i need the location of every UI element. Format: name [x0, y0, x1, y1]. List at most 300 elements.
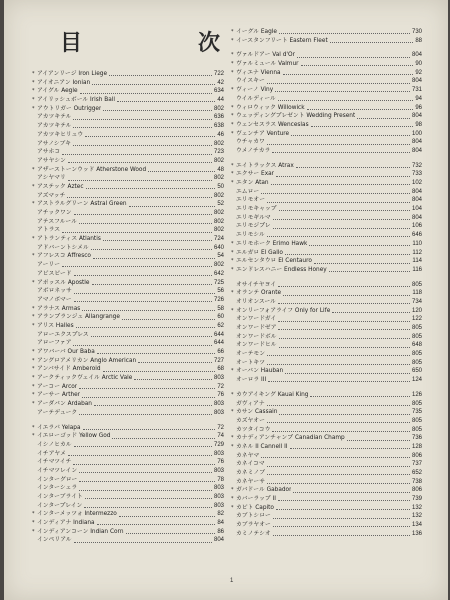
entry-title: イエローゴッド Yellow God — [37, 433, 111, 440]
star-mark: * — [231, 69, 234, 76]
leader-dots — [310, 395, 410, 397]
leader-dots — [82, 309, 215, 311]
entry-page-number: 102 — [411, 180, 422, 186]
entry-page-number: 134 — [411, 522, 422, 529]
entry-page-number: 104 — [411, 206, 422, 213]
leader-dots — [92, 283, 212, 285]
entry-title: エルセンタウロ El Centauro — [236, 258, 312, 265]
entry-page-number: 84 — [217, 520, 224, 527]
leader-dots — [73, 144, 212, 146]
entry-title: カバーラップ II — [236, 496, 276, 503]
index-entry — [32, 322, 224, 331]
page-title — [60, 26, 220, 56]
index-entry — [231, 214, 422, 223]
star-mark: * — [32, 375, 35, 382]
index-entry — [231, 315, 422, 324]
star-mark: * — [231, 87, 234, 94]
leader-dots — [291, 134, 410, 136]
entry-page-number: 730 — [411, 29, 422, 35]
entry-title: アチックワン — [37, 210, 72, 216]
entry-title: イチマツレイン — [37, 467, 78, 474]
entry-page-number: 640 — [213, 244, 224, 251]
index-entry — [32, 244, 224, 253]
leader-dots — [76, 326, 216, 328]
index-entry — [32, 502, 224, 511]
index-entry — [231, 495, 422, 504]
leader-dots — [109, 74, 212, 76]
entry-page-number: 803 — [213, 375, 224, 382]
index-entry — [32, 432, 224, 441]
leader-dots — [278, 499, 410, 501]
index-entry — [32, 279, 224, 288]
index-entry — [231, 121, 422, 130]
index-entry — [231, 307, 422, 316]
entry-title: アーダバン Ardaban — [37, 401, 92, 408]
index-entry — [231, 77, 422, 86]
leader-dots — [285, 253, 410, 255]
leader-dots — [68, 454, 212, 456]
entry-page-number: 46 — [217, 131, 224, 138]
index-entry — [231, 530, 422, 539]
entry-page-number: 804 — [411, 188, 422, 195]
entry-page-number: 729 — [213, 441, 224, 448]
entry-title: オーテモン — [236, 351, 265, 358]
index-page — [4, 0, 448, 600]
entry-title: アサホコ — [37, 149, 61, 156]
entry-title: ウェンセスラス Wenceslas — [236, 121, 309, 128]
leader-dots — [73, 463, 215, 465]
leader-dots — [267, 421, 410, 423]
leader-dots — [82, 396, 215, 398]
leader-dots — [267, 404, 410, 406]
index-entry — [32, 96, 224, 105]
entry-page-number: 136 — [411, 530, 422, 537]
index-entry — [231, 130, 422, 139]
star-mark: * — [32, 88, 35, 95]
index-entry — [231, 417, 422, 426]
leader-dots — [275, 90, 410, 92]
entry-title: エリモジプレ — [236, 223, 271, 230]
leader-dots — [79, 413, 212, 415]
index-entry — [32, 476, 224, 485]
entry-page-number: 128 — [411, 443, 422, 450]
entry-page-number: 636 — [213, 114, 224, 121]
index-entry — [32, 166, 224, 175]
star-mark: * — [32, 322, 35, 329]
entry-page-number: 76 — [217, 459, 224, 466]
star-mark: * — [231, 443, 234, 450]
entry-title: アローファア — [37, 340, 72, 347]
star-mark: * — [231, 121, 234, 128]
entry-page-number: 634 — [213, 88, 224, 95]
index-entry — [231, 434, 422, 443]
entry-title: ガヴィアナ — [236, 400, 265, 407]
star-mark: * — [32, 97, 35, 104]
star-mark: * — [231, 61, 234, 68]
index-entry — [231, 400, 422, 409]
leader-dots — [122, 318, 215, 320]
title-char-2: 次 — [197, 30, 220, 56]
entry-page-number: 66 — [217, 349, 224, 355]
entry-title: カピト Capito — [236, 504, 274, 511]
leader-dots — [74, 292, 216, 294]
leader-dots — [62, 231, 212, 233]
leader-dots — [97, 352, 216, 354]
entry-title: エルガロ El Gallo — [236, 249, 283, 256]
entry-title: オーバン Hauban — [236, 368, 284, 375]
index-entry — [32, 339, 224, 348]
entry-page-number: 722 — [213, 71, 224, 77]
index-entry — [32, 467, 224, 476]
leader-dots — [332, 311, 410, 313]
leader-dots — [267, 465, 410, 467]
entry-page-number: 804 — [411, 147, 422, 154]
entry-page-number: 44 — [217, 97, 224, 104]
leader-dots — [357, 117, 410, 119]
leader-dots — [67, 196, 212, 198]
leader-dots — [103, 370, 216, 372]
leader-dots — [279, 337, 410, 339]
index-entry — [231, 426, 422, 435]
entry-page-number: 96 — [415, 104, 422, 111]
star-mark: * — [231, 249, 234, 256]
entry-page-number: 805 — [411, 281, 422, 288]
star-mark: * — [231, 496, 234, 503]
leader-dots — [261, 456, 410, 458]
index-entry — [231, 257, 422, 266]
entry-page-number: 739 — [411, 496, 422, 503]
index-entry — [231, 37, 422, 46]
leader-dots — [74, 213, 212, 215]
entry-page-number: 802 — [213, 227, 224, 234]
entry-title: カネル II Cannell II — [236, 443, 288, 450]
entry-page-number: 94 — [415, 95, 422, 102]
entry-title: エリモギルマ — [236, 214, 271, 221]
star-mark: * — [231, 162, 234, 169]
index-entry — [231, 521, 422, 530]
leader-dots — [85, 135, 215, 137]
entry-page-number: 727 — [213, 357, 224, 364]
leader-dots — [62, 153, 212, 155]
leader-dots — [271, 183, 410, 185]
entry-page-number: 112 — [412, 249, 422, 256]
entry-title: インディアナ Indiana — [37, 520, 95, 527]
index-entry — [32, 192, 224, 201]
entry-page-number: 86 — [217, 528, 224, 535]
index-entry — [32, 357, 224, 366]
entry-title: オンワードゼア — [236, 325, 277, 331]
index-entry — [231, 231, 422, 240]
entry-title: アテスフルール — [37, 218, 77, 225]
star-mark: * — [32, 424, 35, 431]
leader-dots — [267, 235, 410, 237]
entry-title: カウアイキング Kauai King — [236, 391, 309, 398]
star-mark: * — [32, 105, 35, 112]
entry-title: アカツキヒリュウ — [37, 131, 84, 138]
leader-dots — [314, 262, 411, 264]
index-entry — [32, 305, 224, 314]
entry-title: アザーストーンウッド Atherstone Wood — [37, 166, 147, 173]
index-entry — [32, 331, 224, 340]
leader-dots — [293, 491, 410, 493]
index-entry — [32, 528, 224, 537]
index-entry — [231, 104, 422, 113]
entry-title: アイグル Aegle — [37, 88, 78, 95]
leader-dots — [279, 346, 410, 348]
entry-page-number: 803 — [213, 485, 224, 492]
leader-dots — [94, 404, 212, 406]
leader-dots — [73, 118, 212, 120]
entry-title: エタン Atan — [236, 180, 269, 186]
leader-dots — [62, 265, 212, 267]
index-entry — [32, 131, 224, 140]
leader-dots — [267, 482, 410, 484]
leader-dots — [276, 508, 410, 510]
index-entry — [231, 188, 422, 197]
index-entry — [231, 240, 422, 249]
star-mark: * — [231, 113, 234, 120]
leader-dots — [74, 274, 212, 276]
leader-dots — [126, 532, 216, 534]
entry-page-number: 805 — [411, 359, 422, 366]
entry-page-number: 803 — [213, 450, 224, 457]
index-entry — [32, 105, 224, 114]
leader-dots — [283, 294, 410, 296]
entry-title: アーリー — [37, 262, 61, 269]
index-entry — [231, 486, 422, 495]
entry-title: イーグル Eagle — [236, 29, 277, 35]
entry-page-number: 803 — [213, 502, 224, 509]
entry-page-number: 733 — [411, 171, 422, 178]
star-mark: * — [32, 433, 35, 440]
leader-dots — [91, 335, 212, 337]
entry-title: アングロアメリカン Anglo American — [37, 357, 137, 364]
entry-page-number: 88 — [415, 37, 422, 44]
entry-title: アイオニアン Ionian — [37, 79, 91, 86]
star-mark: * — [32, 236, 35, 243]
leader-dots — [311, 125, 414, 127]
leader-dots — [330, 41, 414, 43]
entry-title: ウィロウィック Willowick — [236, 104, 305, 111]
entry-title: アフレスコ Affresco — [37, 253, 91, 260]
entry-title: アズマッチ — [37, 192, 66, 199]
leader-dots — [279, 209, 410, 211]
entry-title: ヴィエナ Vienna — [236, 69, 281, 76]
entry-page-number: 805 — [411, 417, 422, 424]
entry-page-number: 76 — [217, 392, 224, 399]
leader-dots — [91, 248, 212, 250]
star-mark: * — [231, 171, 234, 178]
leader-dots — [148, 170, 215, 172]
entry-page-number: 92 — [415, 69, 422, 76]
leader-dots — [112, 437, 215, 439]
index-entry — [32, 148, 224, 157]
leader-dots — [276, 175, 410, 177]
entry-title: オリオンスール — [236, 298, 276, 305]
entry-page-number: 803 — [213, 409, 224, 416]
entry-page-number: 802 — [213, 218, 224, 225]
entry-page-number: 648 — [411, 342, 422, 349]
entry-title: イースタンフリート Eastern Fleet — [236, 37, 328, 44]
star-mark: * — [32, 520, 35, 527]
entry-title: アリス Halles — [37, 322, 74, 329]
entry-page-number: 723 — [213, 149, 224, 156]
index-entry — [231, 289, 422, 298]
entry-page-number: 805 — [411, 325, 422, 331]
entry-title: イチマツイチ — [37, 459, 72, 466]
index-entry — [32, 87, 224, 96]
entry-title: アポッスル Apostle — [37, 279, 90, 286]
entry-page-number: 803 — [213, 494, 224, 500]
leader-dots — [80, 92, 212, 94]
entry-title: カネヤマ — [236, 452, 260, 459]
entry-page-number: 74 — [217, 433, 224, 440]
leader-dots — [278, 302, 410, 304]
leader-dots — [83, 428, 216, 430]
star-mark: * — [32, 392, 35, 399]
entry-title: アローエクスプレス — [37, 331, 89, 338]
entry-page-number: 124 — [411, 377, 422, 384]
entry-title: オンリーフォアライフ Only for Life — [236, 307, 331, 314]
entry-title: アランプランジュ Allangrange — [37, 314, 120, 321]
entry-title: カネミノブ — [236, 470, 265, 476]
entry-title: エリモシル — [236, 232, 265, 239]
entry-title: カツタイコウ — [236, 426, 271, 433]
index-entry — [231, 359, 422, 368]
entry-page-number: 804 — [411, 197, 422, 204]
entry-page-number: 804 — [411, 214, 422, 221]
leader-dots — [79, 387, 215, 389]
index-entry — [32, 200, 224, 209]
entry-page-number: 54 — [217, 253, 224, 260]
entry-page-number: 652 — [411, 470, 422, 476]
entry-page-number: 644 — [213, 331, 224, 338]
leader-dots — [283, 73, 414, 75]
index-entry — [231, 376, 422, 385]
star-mark: * — [32, 357, 35, 364]
entry-title: ウイスキー — [236, 78, 265, 85]
entry-page-number: 805 — [411, 351, 422, 358]
star-mark: * — [32, 349, 35, 355]
entry-page-number: 68 — [217, 366, 224, 373]
entry-page-number: 52 — [217, 201, 224, 208]
leader-dots — [278, 99, 413, 101]
leader-dots — [290, 447, 410, 449]
index-entry — [32, 70, 224, 79]
index-column-left — [32, 70, 224, 545]
leader-dots — [267, 201, 410, 203]
index-entry — [32, 441, 224, 450]
index-entry — [32, 157, 224, 166]
index-entry — [231, 266, 422, 275]
entry-page-number: 642 — [213, 270, 224, 277]
leader-dots — [92, 83, 215, 85]
entry-title: アイリッシュボール Irish Ball — [37, 97, 116, 104]
entry-page-number: 802 — [213, 210, 224, 216]
entry-title: イチアヤメ — [37, 450, 66, 457]
leader-dots — [329, 270, 411, 272]
index-entry — [32, 493, 224, 502]
entry-page-number: 646 — [411, 232, 422, 239]
leader-dots — [85, 497, 212, 499]
star-mark: * — [231, 180, 234, 186]
entry-title: アサヤシン — [37, 157, 66, 164]
index-entry — [32, 218, 224, 227]
entry-title: インディアンコーン Indian Corn — [37, 528, 124, 535]
entry-page-number: 734 — [411, 298, 422, 305]
entry-page-number: 805 — [411, 400, 422, 407]
leader-dots — [267, 354, 410, 356]
leader-dots — [297, 56, 410, 58]
index-entry — [231, 281, 422, 290]
index-entry — [32, 519, 224, 528]
entry-page-number: 802 — [213, 175, 224, 182]
leader-dots — [73, 344, 212, 346]
star-mark: * — [231, 37, 234, 44]
leader-dots — [117, 100, 215, 102]
index-entry — [231, 504, 422, 513]
entry-title: アサノシブキ — [37, 140, 71, 147]
entry-page-number: 90 — [415, 61, 422, 68]
entry-title: カミノテシオ — [236, 530, 271, 537]
star-mark: * — [231, 104, 234, 111]
entry-page-number: 736 — [411, 435, 422, 442]
entry-title: インタープレイン — [37, 502, 83, 509]
leader-dots — [103, 109, 212, 111]
entry-title: アステック Aztec — [37, 183, 84, 190]
entry-title: オンワードヒル — [236, 342, 277, 349]
index-entry — [32, 383, 224, 392]
index-entry — [231, 324, 422, 333]
index-entry — [32, 79, 224, 88]
entry-title: カサン Cassain — [236, 409, 278, 416]
entry-title: オートキツ — [236, 359, 265, 366]
entry-page-number: 804 — [213, 537, 224, 544]
entry-page-number: 114 — [412, 258, 422, 265]
leader-dots — [129, 205, 216, 207]
index-entry — [32, 113, 224, 122]
index-entry — [231, 350, 422, 359]
leader-dots — [279, 32, 410, 34]
entry-title: アトラス — [37, 227, 61, 234]
leader-dots — [74, 300, 212, 302]
leader-dots — [296, 166, 410, 168]
leader-dots — [273, 517, 410, 519]
entry-title: イエラパ Yelapa — [37, 424, 81, 431]
entry-page-number: 806 — [411, 452, 422, 459]
entry-page-number: 804 — [411, 113, 422, 120]
entry-title: アイアンリージ Iron Liege — [37, 71, 108, 77]
leader-dots — [273, 534, 410, 536]
entry-title: アウトリガー Outrigger — [37, 105, 102, 112]
star-mark: * — [231, 487, 234, 494]
index-column-right — [231, 28, 422, 539]
entry-title: ヴァルドアー Val d'Or — [236, 52, 295, 59]
index-entry — [231, 138, 422, 147]
leader-dots — [84, 506, 212, 508]
star-mark: * — [231, 307, 234, 314]
index-entry — [231, 51, 422, 60]
entry-title: アワバーバ Our Baba — [37, 349, 95, 355]
entry-page-number: 805 — [411, 333, 422, 340]
index-entry — [231, 205, 422, 214]
entry-title: カナディアンチャンプ Canadian Champ — [236, 435, 345, 442]
entry-page-number: 106 — [411, 223, 422, 230]
leader-dots — [267, 473, 410, 475]
entry-page-number: 110 — [412, 240, 422, 247]
entry-page-number: 98 — [415, 121, 422, 128]
leader-dots — [278, 328, 410, 330]
